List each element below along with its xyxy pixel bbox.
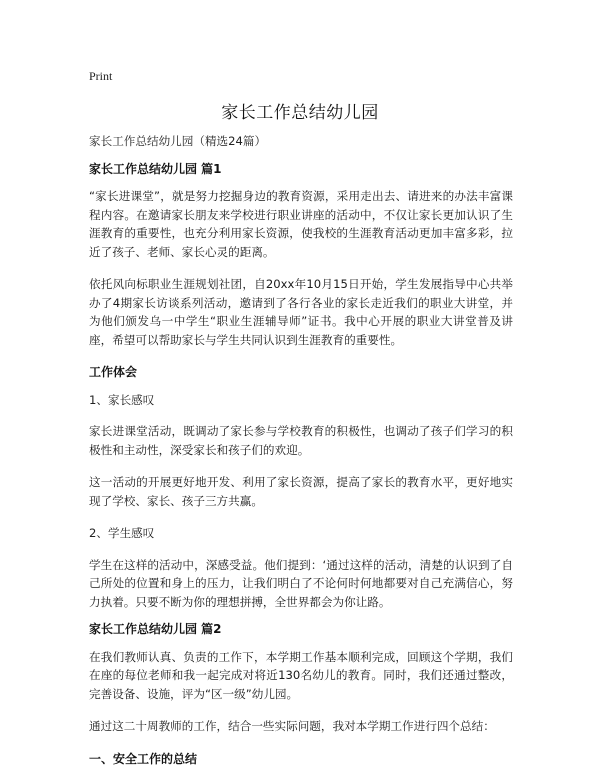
document-title: 家长工作总结幼儿园: [221, 103, 379, 123]
work-experience-heading: 工作体会: [89, 365, 138, 379]
item-1-paragraph-2: 这一活动的开展更好地开发、利用了家长资源，提高了家长的教育水平，更好地实现了学校、家长、孩子三方共赢。: [89, 475, 513, 508]
section-1-paragraph-2: 依托风向标职业生涯规划社团，自20xx年10月15日开始，学生发展指导中心共举办了4期家长访谈系列活动，邀请到了各行各业的家长走近我们的职业大讲堂，并为他们颁发乌一中学生“职业生涯辅导师”证书。我中心开展的职业大讲堂普及讲座，希望可以帮助家长与学生共同认识到生涯教育的重要性。: [89, 277, 513, 347]
item-1-label: 1、家长感叹: [89, 392, 155, 407]
section-1-heading: 家长工作总结幼儿园 篇1: [89, 161, 222, 176]
item-2-paragraph-1: 学生在这样的活动中，深感受益。他们提到：‘通过这样的活动，清楚的认识到了自己所处的位置和身上的压力，让我们明白了不论何时何地都要对自己充满信心，努力执着。只要不断为你的理想拼搏，全世界都会为你让路。: [89, 557, 513, 609]
print-label: Print: [89, 69, 113, 83]
section-2-paragraph-1: 在我们教师认真、负责的工作下，本学期工作基本顺利完成，回顾这个学期，我们在座的每位老师和我一起完成对将近130名幼儿的教育。同时，我们还通过整改，完善设备、设施，评为“区一级”幼儿园。: [89, 649, 513, 701]
document-body: [89, 132, 513, 777]
item-2-label: 2、学生感叹: [89, 526, 155, 540]
section-1-paragraph-1: “家长进课堂”，就是努力挖掘身边的教育资源，采用走出去、请进来的办法丰富课程内容。在邀请家长朋友来学校进行职业讲座的活动中，不仅让家长更加认识了生涯教育的重要性，也充分利用家长资源，使我校的生涯教育活动更加丰富多彩，拉近了孩子、老师、家长心灵的距离。: [89, 189, 513, 259]
section-2-heading: 家长工作总结幼儿园 篇2: [89, 622, 222, 636]
document-subtitle: 家长工作总结幼儿园（精选24篇）: [89, 134, 267, 148]
item-1-paragraph-1: 家长进课堂活动，既调动了家长参与学校教育的积极性，也调动了孩子们学习的积极性和主动性，深受家长和孩子们的欢迎。: [89, 424, 513, 457]
section-2-paragraph-2: 通过这二十周教师的工作，结合一些实际问题，我对本学期工作进行四个总结：: [89, 719, 495, 733]
safety-work-heading: 一、安全工作的总结: [89, 751, 198, 766]
